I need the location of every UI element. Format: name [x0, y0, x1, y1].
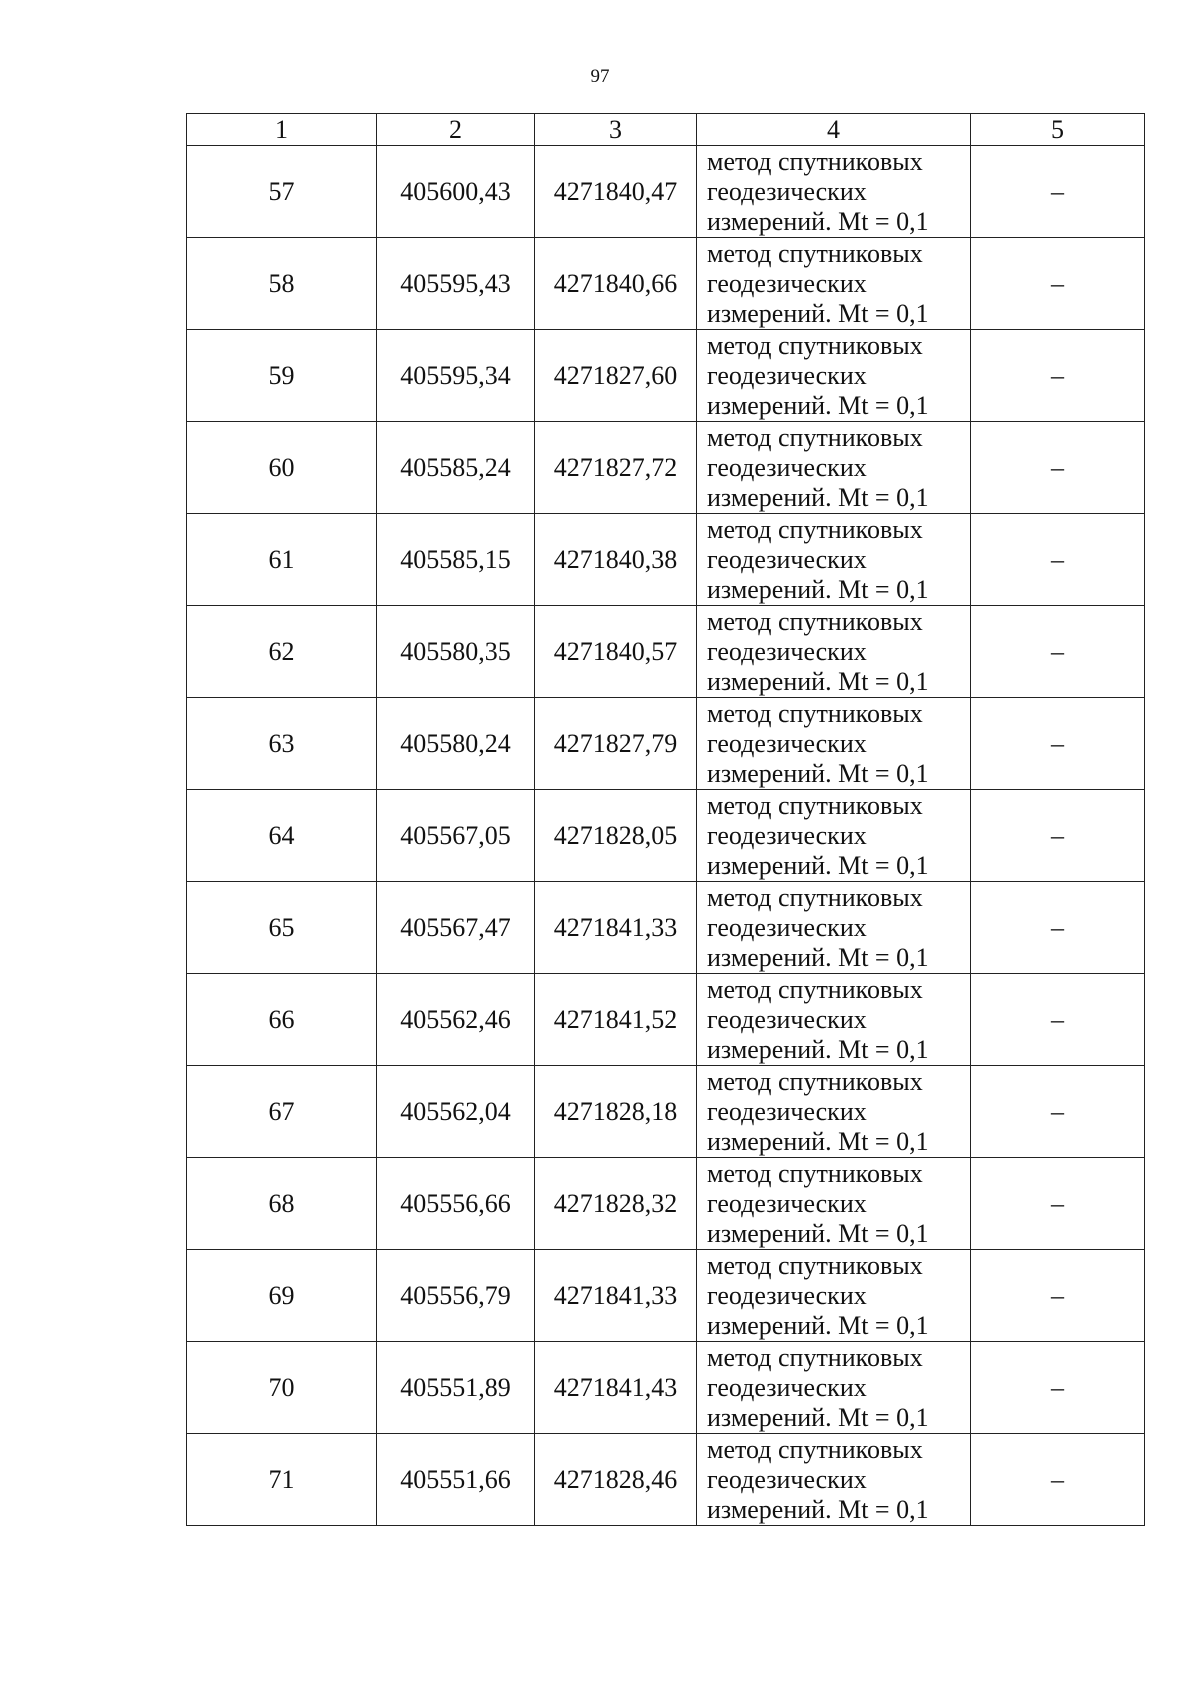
method-line: метод спутниковых: [707, 1250, 923, 1280]
y-coordinate-cell: 4271828,18: [535, 1066, 697, 1158]
method-line: метод спутниковых: [707, 698, 923, 728]
point-number-cell: 57: [187, 146, 377, 238]
point-number-cell: 66: [187, 974, 377, 1066]
method-line: метод спутниковых: [707, 422, 923, 452]
method-line: измерений. Mt = 0,1: [707, 1126, 929, 1156]
table-row: [187, 1250, 1145, 1342]
note-cell: –: [971, 1158, 1145, 1250]
method-line: геодезических: [707, 1096, 867, 1126]
page-number: 97: [590, 66, 610, 87]
column-header-3: 3: [535, 114, 697, 146]
point-number-cell: 59: [187, 330, 377, 422]
x-coordinate-cell: 405585,24: [377, 422, 535, 514]
table-row: [187, 422, 1145, 514]
method-cell: [697, 974, 971, 1066]
y-coordinate-cell: 4271827,60: [535, 330, 697, 422]
method-cell: [697, 514, 971, 606]
table-row: [187, 882, 1145, 974]
method-cell: [697, 1342, 971, 1434]
method-cell: [697, 1066, 971, 1158]
method-line: метод спутниковых: [707, 1158, 923, 1188]
point-number-cell: 68: [187, 1158, 377, 1250]
note-cell: –: [971, 238, 1145, 330]
note-cell: –: [971, 790, 1145, 882]
x-coordinate-cell: 405556,79: [377, 1250, 535, 1342]
method-line: геодезических: [707, 1188, 867, 1218]
note-cell: –: [971, 1250, 1145, 1342]
table-row: [187, 1342, 1145, 1434]
coordinates-table: [186, 113, 1145, 1526]
method-line: измерений. Mt = 0,1: [707, 1034, 929, 1064]
note-cell: –: [971, 1342, 1145, 1434]
note-cell: –: [971, 974, 1145, 1066]
point-number-cell: 71: [187, 1434, 377, 1526]
y-coordinate-cell: 4271827,79: [535, 698, 697, 790]
table-row: [187, 1434, 1145, 1526]
point-number-cell: 58: [187, 238, 377, 330]
x-coordinate-cell: 405600,43: [377, 146, 535, 238]
table-row: [187, 514, 1145, 606]
method-line: метод спутниковых: [707, 1342, 923, 1372]
method-cell: [697, 790, 971, 882]
method-line: измерений. Mt = 0,1: [707, 1310, 929, 1340]
method-line: измерений. Mt = 0,1: [707, 390, 929, 420]
point-number-cell: 70: [187, 1342, 377, 1434]
method-line: геодезических: [707, 1280, 867, 1310]
table-row: [187, 1158, 1145, 1250]
method-line: геодезических: [707, 1372, 867, 1402]
y-coordinate-cell: 4271840,38: [535, 514, 697, 606]
method-cell: [697, 606, 971, 698]
note-cell: –: [971, 1066, 1145, 1158]
y-coordinate-cell: 4271841,43: [535, 1342, 697, 1434]
point-number-cell: 65: [187, 882, 377, 974]
method-line: геодезических: [707, 728, 867, 758]
method-line: геодезических: [707, 176, 867, 206]
method-line: метод спутниковых: [707, 1066, 923, 1096]
method-line: геодезических: [707, 452, 867, 482]
method-cell: [697, 698, 971, 790]
method-line: измерений. Mt = 0,1: [707, 1494, 929, 1524]
method-cell: [697, 1250, 971, 1342]
table-header: [187, 114, 1145, 146]
method-line: измерений. Mt = 0,1: [707, 1402, 929, 1432]
method-line: геодезических: [707, 636, 867, 666]
point-number-cell: 64: [187, 790, 377, 882]
method-line: метод спутниковых: [707, 606, 923, 636]
method-cell: [697, 1434, 971, 1526]
method-line: измерений. Mt = 0,1: [707, 482, 929, 512]
method-line: геодезических: [707, 544, 867, 574]
x-coordinate-cell: 405580,24: [377, 698, 535, 790]
note-cell: –: [971, 1434, 1145, 1526]
note-cell: –: [971, 514, 1145, 606]
method-line: измерений. Mt = 0,1: [707, 1218, 929, 1248]
y-coordinate-cell: 4271827,72: [535, 422, 697, 514]
method-line: метод спутниковых: [707, 882, 923, 912]
method-line: измерений. Mt = 0,1: [707, 758, 929, 788]
y-coordinate-cell: 4271841,33: [535, 882, 697, 974]
table-row: [187, 790, 1145, 882]
table-row: [187, 974, 1145, 1066]
table-row: [187, 330, 1145, 422]
x-coordinate-cell: 405580,35: [377, 606, 535, 698]
method-line: метод спутниковых: [707, 974, 923, 1004]
method-line: измерений. Mt = 0,1: [707, 850, 929, 880]
point-number-cell: 69: [187, 1250, 377, 1342]
method-line: измерений. Mt = 0,1: [707, 942, 929, 972]
note-cell: –: [971, 330, 1145, 422]
point-number-cell: 61: [187, 514, 377, 606]
method-line: геодезических: [707, 268, 867, 298]
table-body: [187, 146, 1145, 1526]
y-coordinate-cell: 4271841,33: [535, 1250, 697, 1342]
method-line: метод спутниковых: [707, 790, 923, 820]
column-header-4: 4: [697, 114, 971, 146]
table-row: [187, 698, 1145, 790]
y-coordinate-cell: 4271840,47: [535, 146, 697, 238]
x-coordinate-cell: 405567,47: [377, 882, 535, 974]
table-row: [187, 606, 1145, 698]
point-number-cell: 67: [187, 1066, 377, 1158]
table-row: [187, 146, 1145, 238]
note-cell: –: [971, 422, 1145, 514]
y-coordinate-cell: 4271828,05: [535, 790, 697, 882]
header-row: [187, 114, 1145, 146]
column-header-1: 1: [187, 114, 377, 146]
method-line: метод спутниковых: [707, 1434, 923, 1464]
column-header-5: 5: [971, 114, 1145, 146]
method-line: метод спутниковых: [707, 146, 923, 176]
x-coordinate-cell: 405551,89: [377, 1342, 535, 1434]
column-header-2: 2: [377, 114, 535, 146]
method-cell: [697, 146, 971, 238]
y-coordinate-cell: 4271840,66: [535, 238, 697, 330]
point-number-cell: 63: [187, 698, 377, 790]
note-cell: –: [971, 146, 1145, 238]
x-coordinate-cell: 405562,04: [377, 1066, 535, 1158]
method-line: измерений. Mt = 0,1: [707, 298, 929, 328]
point-number-cell: 62: [187, 606, 377, 698]
x-coordinate-cell: 405551,66: [377, 1434, 535, 1526]
method-line: измерений. Mt = 0,1: [707, 666, 929, 696]
y-coordinate-cell: 4271828,32: [535, 1158, 697, 1250]
method-line: геодезических: [707, 360, 867, 390]
table-row: [187, 1066, 1145, 1158]
x-coordinate-cell: 405567,05: [377, 790, 535, 882]
x-coordinate-cell: 405556,66: [377, 1158, 535, 1250]
x-coordinate-cell: 405595,34: [377, 330, 535, 422]
table-row: [187, 238, 1145, 330]
note-cell: –: [971, 606, 1145, 698]
method-cell: [697, 422, 971, 514]
x-coordinate-cell: 405562,46: [377, 974, 535, 1066]
method-line: геодезических: [707, 912, 867, 942]
y-coordinate-cell: 4271828,46: [535, 1434, 697, 1526]
method-line: метод спутниковых: [707, 238, 923, 268]
method-line: метод спутниковых: [707, 514, 923, 544]
x-coordinate-cell: 405585,15: [377, 514, 535, 606]
method-cell: [697, 882, 971, 974]
x-coordinate-cell: 405595,43: [377, 238, 535, 330]
method-line: геодезических: [707, 820, 867, 850]
y-coordinate-cell: 4271840,57: [535, 606, 697, 698]
method-line: метод спутниковых: [707, 330, 923, 360]
method-cell: [697, 238, 971, 330]
method-line: геодезических: [707, 1004, 867, 1034]
method-line: геодезических: [707, 1464, 867, 1494]
method-cell: [697, 330, 971, 422]
note-cell: –: [971, 882, 1145, 974]
point-number-cell: 60: [187, 422, 377, 514]
method-line: измерений. Mt = 0,1: [707, 206, 929, 236]
note-cell: –: [971, 698, 1145, 790]
method-cell: [697, 1158, 971, 1250]
method-line: измерений. Mt = 0,1: [707, 574, 929, 604]
y-coordinate-cell: 4271841,52: [535, 974, 697, 1066]
